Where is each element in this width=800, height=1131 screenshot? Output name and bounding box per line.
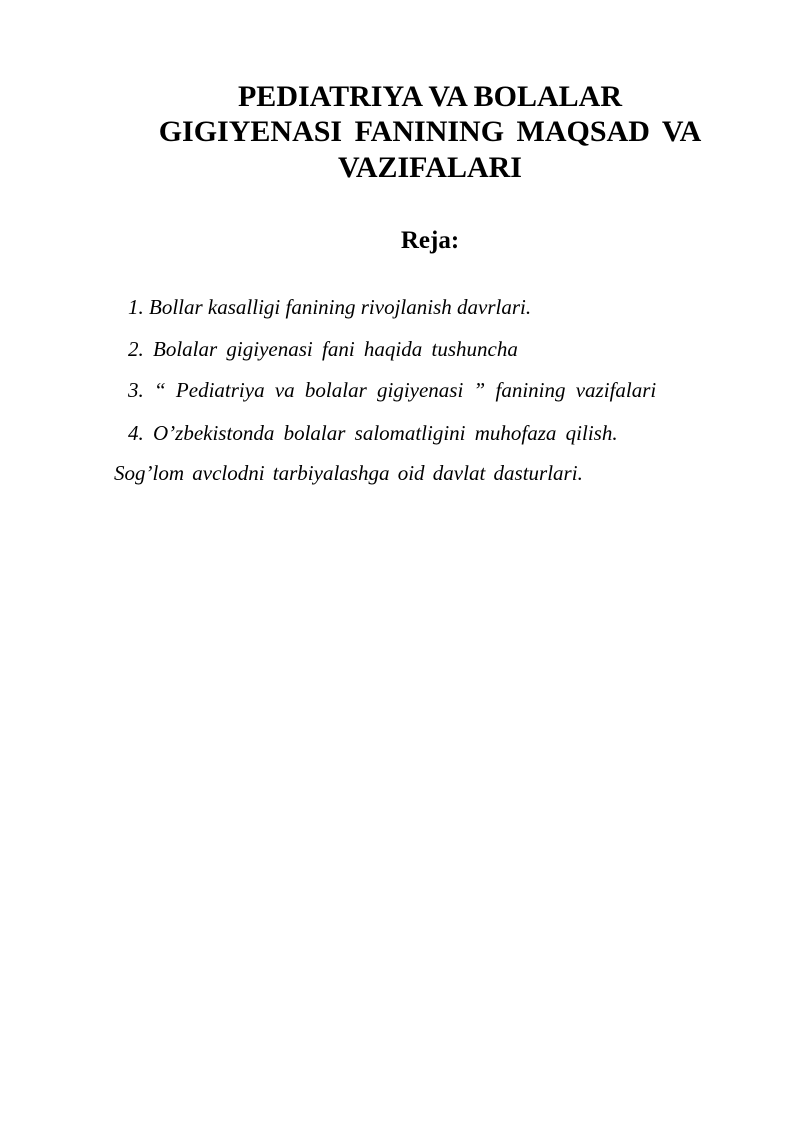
document-title-line-1: PEDIATRIYA VA BOLALAR	[237, 80, 622, 113]
plan-item-4-continuation: Sog’lom avclodni tarbiyalashga oid davlat dasturlari.	[114, 461, 583, 485]
plan-item-1: 1. Bollar kasalligi fanining rivojlanish davrlari.	[128, 295, 532, 319]
plan-heading: Reja:	[400, 227, 460, 254]
plan-item-3: 3. “ Pediatriya va bolalar gigiyenasi ” fanining vazifalari	[128, 378, 657, 402]
document-title-line-2: GIGIYENASI FANINING MAQSAD VA	[158, 115, 702, 148]
plan-item-2: 2. Bolalar gigiyenasi fani haqida tushuncha	[128, 337, 518, 361]
document-title-line-3: VAZIFALARI	[338, 151, 522, 184]
plan-item-4: 4. O’zbekistonda bolalar salomatligini muhofaza qilish.	[128, 421, 618, 445]
